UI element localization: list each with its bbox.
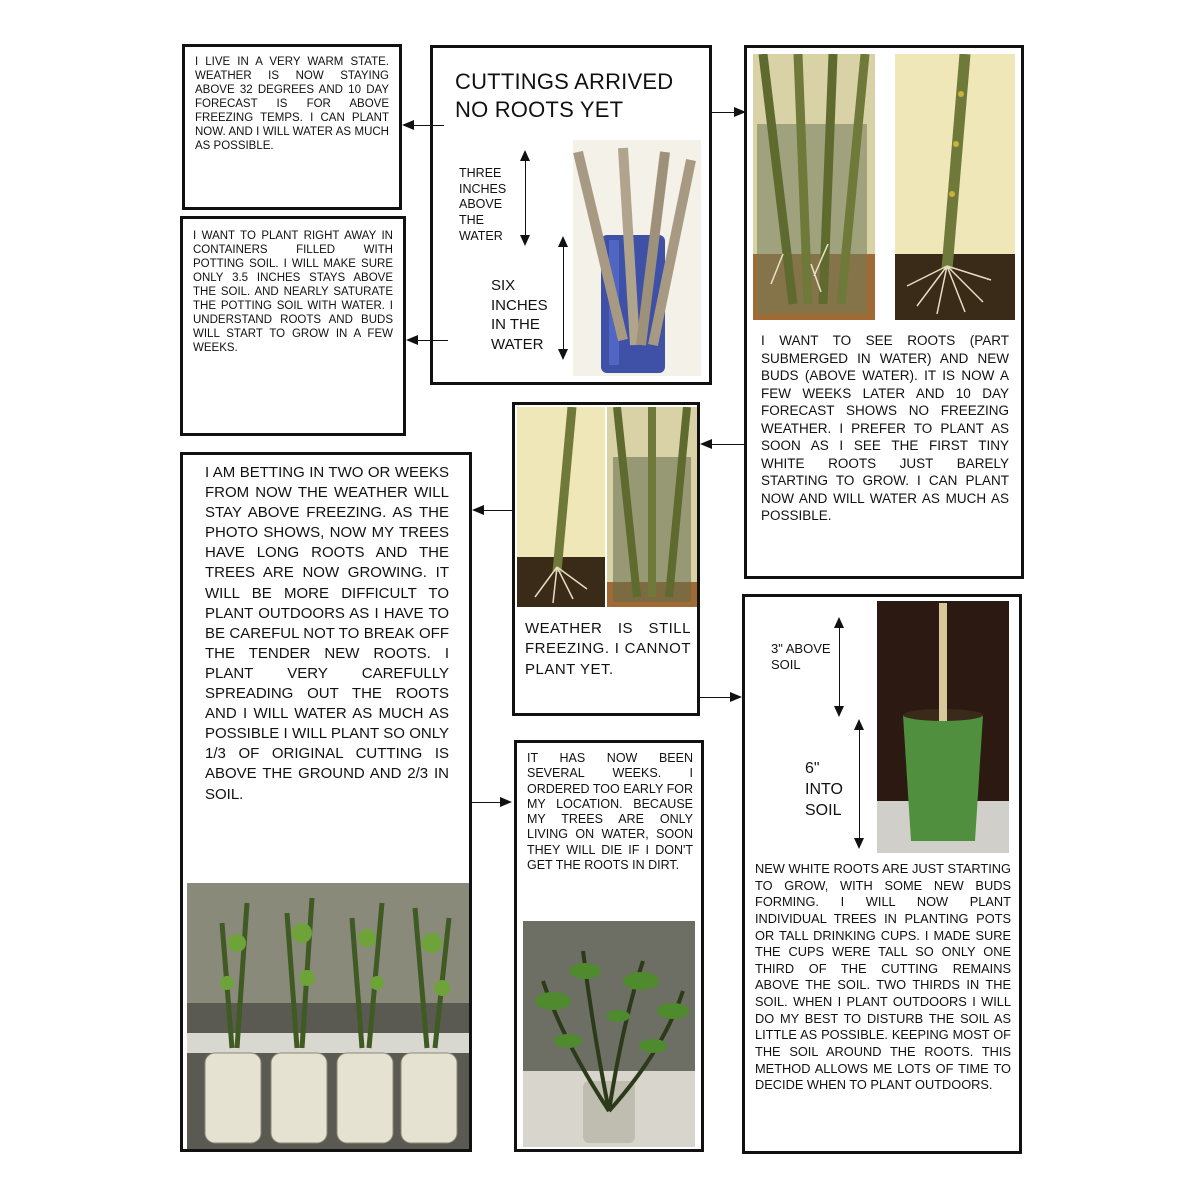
still-freezing-panel	[512, 402, 700, 716]
arrow-to-several-weeks	[472, 802, 510, 803]
green-cup-cutting-photo	[877, 601, 1009, 853]
six-inches-arrow	[563, 238, 564, 358]
three-inches-arrow	[525, 152, 526, 244]
cuttings-in-glass-photo	[753, 54, 875, 320]
into-soil-arrow	[859, 721, 860, 847]
leafy-cuttings-vase-photo	[523, 921, 695, 1147]
panel-title: CUTTINGS ARRIVED NO ROOTS YET	[455, 69, 674, 122]
rooted-cutting-photo	[895, 54, 1015, 320]
arrow-to-plant-right-away	[408, 340, 448, 341]
six-inches-label: SIX INCHES IN THE WATER	[491, 277, 548, 353]
several-weeks-text: IT HAS NOW BEEN SEVERAL WEEKS. I ORDERED TOO EARLY FOR MY LOCATION. BECAUSE MY TREES ARE ONLY LIVING ON WATER, SOON THEY WILL DIE IF I DON'T GET THE ROOTS IN DIRT.	[527, 751, 693, 872]
betting-panel	[180, 452, 472, 1152]
above-soil-label: 3" ABOVE SOIL	[771, 641, 831, 673]
warm-state-note	[182, 44, 402, 210]
several-weeks-panel	[514, 740, 704, 1152]
stems-glass-photo	[607, 407, 697, 607]
still-freezing-text: WEATHER IS STILL FREEZING. I CANNOT PLANT YET.	[525, 620, 691, 678]
plant-right-away-text: I WANT TO PLANT RIGHT AWAY IN CONTAINERS FILLED WITH POTTING SOIL. I WILL MAKE SURE ONLY 3.5 INCHES STAYS ABOVE THE SOIL. AND NEARLY SATURATE THE POTTING SOIL WITH WATER. I UNDERSTAND ROOTS AND BUDS WILL START TO GROW IN A FEW WEEKS.	[193, 230, 393, 355]
arrow-to-warm-state	[404, 125, 444, 126]
rooted-stem-photo	[517, 407, 605, 607]
new-white-roots-panel	[742, 594, 1022, 1154]
jars-windowsill-photo	[187, 883, 469, 1149]
arrow-to-betting	[474, 510, 512, 511]
cuttings-glass-photo	[573, 140, 701, 376]
into-soil-label: 6" INTO SOIL	[805, 760, 843, 819]
betting-text: I AM BETTING IN TWO OR WEEKS FROM NOW THE WEATHER WILL STAY ABOVE FREEZING. AS THE PHOTO SHOWS, NOW MY TREES HAVE LONG ROOTS AND THE TREES ARE NOW GROWING. IT WILL BE MORE DIFFICULT TO PLANT OUTDOORS AS I HAVE TO BE CAREFUL NOT TO BREAK OFF THE TENDER NEW ROOTS. I PLANT VERY CAREFULLY SPREADING OUT THE ROOTS AND I WILL WATER AS MUCH AS POSSIBLE I WILL PLANT SO ONLY 1/3 OF ORIGINAL CUTTING IS ABOVE THE GROUND AND 2/3 IN SOIL.	[205, 464, 449, 803]
plant-right-away-note	[180, 216, 406, 436]
cuttings-arrived-panel	[430, 45, 712, 385]
arrow-to-roots-photos	[712, 112, 744, 113]
three-inches-label: THREE INCHES ABOVE THE WATER	[459, 166, 507, 243]
new-white-roots-text: NEW WHITE ROOTS ARE JUST STARTING TO GROW, WITH SOME NEW BUDS FORMING. I WILL NOW PLANT INDIVIDUAL TREES IN PLANTING POTS OR TALL DRINKING CUPS. I MADE SURE THE CUPS WERE TALL SO ONLY ONE THIRD OF THE CUTTING REMAINS ABOVE THE SOIL. TWO THIRDS IN THE SOIL. WHEN I PLANT OUTDOORS I WILL DO MY BEST TO DISTURB THE SOIL AS LITTLE AS POSSIBLE. KEEPING MOST OF THE SOIL AROUND THE ROOTS. THIS METHOD ALLOWS ME LOTS OF TIME TO DECIDE WHEN TO PLANT OUTDOORS.	[755, 861, 1011, 1093]
above-soil-arrow	[839, 619, 840, 715]
arrow-to-new-white-roots	[700, 697, 740, 698]
want-roots-panel	[744, 45, 1024, 579]
want-roots-text: I WANT TO SEE ROOTS (PART SUBMERGED IN WATER) AND NEW BUDS (ABOVE WATER). IT IS NOW A FEW WEEKS LATER AND 10 DAY FORECAST SHOWS NO FREEZING WEATHER. I PREFER TO PLANT AS SOON AS I SEE THE FIRST TINY WHITE ROOTS JUST BARELY STARTING TO GROW. I CAN PLANT NOW AND WILL WATER AS MUCH AS POSSIBLE.	[761, 333, 1009, 524]
arrow-to-still-freezing	[702, 444, 744, 445]
warm-state-text: I LIVE IN A VERY WARM STATE. WEATHER IS NOW STAYING ABOVE 32 DEGREES AND 10 DAY FORECAST IS FOR ABOVE FREEZING TEMPS. I CAN PLANT NOW. AND I WILL WATER AS MUCH AS POSSIBLE.	[195, 56, 389, 153]
